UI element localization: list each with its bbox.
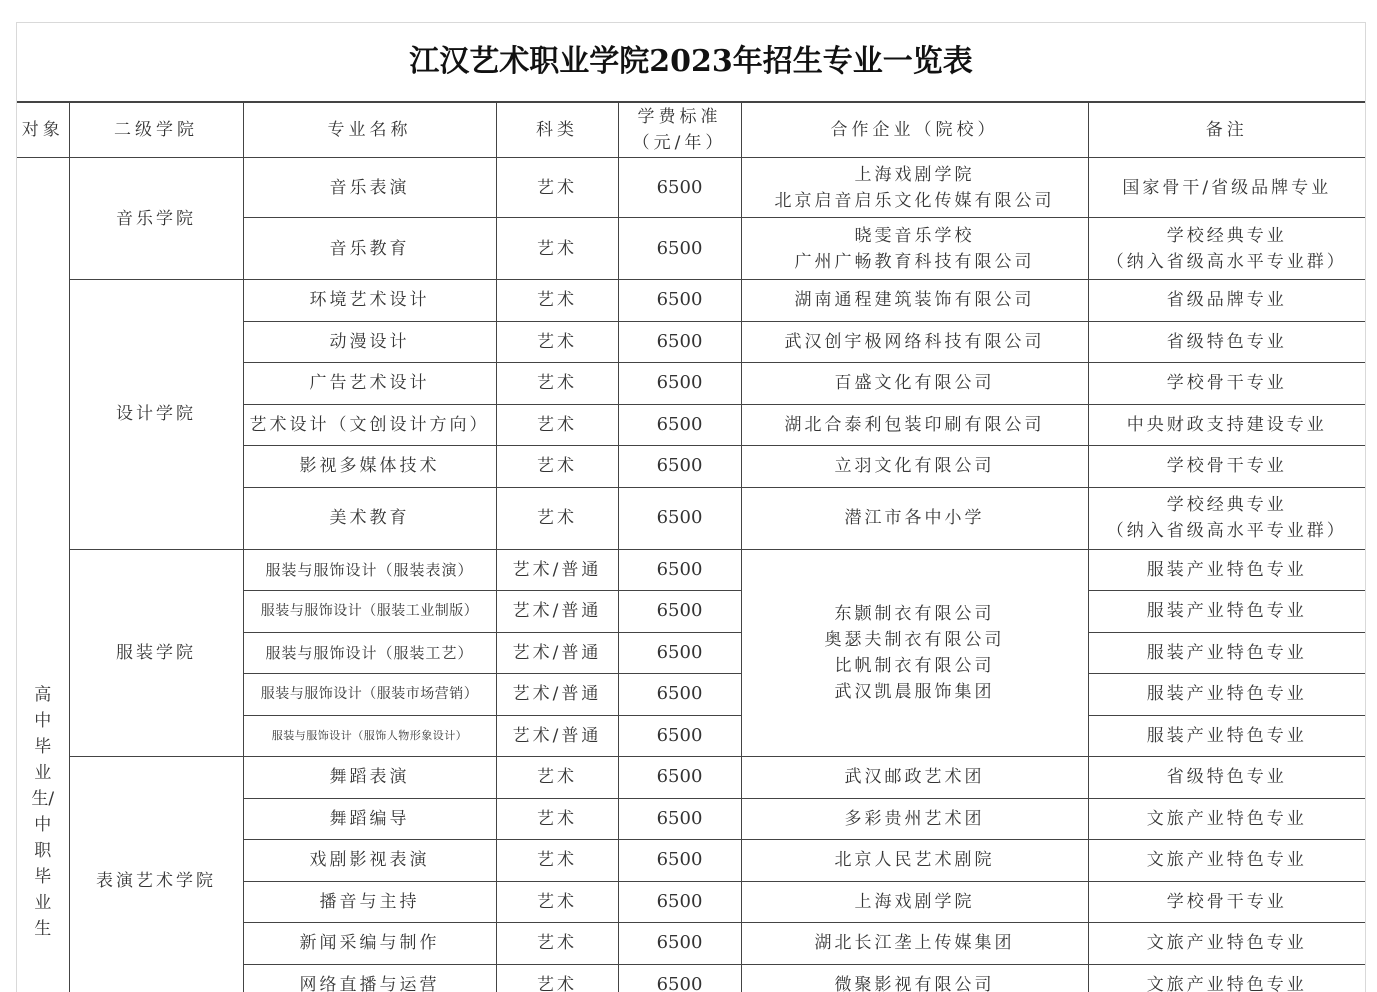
major-name: 戏剧影视表演 [243, 840, 496, 882]
header-college: 二级学院 [69, 103, 243, 158]
remark: 服装产业特色专业 [1088, 632, 1365, 674]
major-name: 环境艺术设计 [243, 280, 496, 322]
fee: 6500 [618, 158, 741, 218]
fee: 6500 [618, 923, 741, 965]
college-performing: 表演艺术学院 [69, 757, 243, 992]
category: 艺术/普通 [496, 715, 618, 757]
target-group-text: 高中毕业生/中职毕业生 [31, 682, 55, 942]
table-row [17, 549, 1365, 591]
major-name: 美术教育 [243, 487, 496, 549]
table-header-row [17, 103, 1365, 158]
partner: 武汉创宇极网络科技有限公司 [741, 321, 1088, 363]
category: 艺术 [496, 923, 618, 965]
document-page [16, 22, 1366, 992]
fee: 6500 [618, 446, 741, 488]
fee: 6500 [618, 632, 741, 674]
partner: 多彩贵州艺术团 [741, 798, 1088, 840]
college-design: 设计学院 [69, 280, 243, 550]
fee: 6500 [618, 549, 741, 591]
partner: 北京人民艺术剧院 [741, 840, 1088, 882]
document-title: 江汉艺术职业学院2023年招生专业一览表 [17, 23, 1365, 102]
remark: 中央财政支持建设专业 [1088, 404, 1365, 446]
fee: 6500 [618, 798, 741, 840]
target-group-cell [17, 158, 69, 992]
remark: 省级品牌专业 [1088, 280, 1365, 322]
remark: 文旅产业特色专业 [1088, 840, 1365, 882]
category: 艺术/普通 [496, 549, 618, 591]
remark: 省级特色专业 [1088, 757, 1365, 799]
category: 艺术 [496, 757, 618, 799]
fee: 6500 [618, 840, 741, 882]
category: 艺术 [496, 881, 618, 923]
header-remark: 备注 [1088, 103, 1365, 158]
remark: 文旅产业特色专业 [1088, 798, 1365, 840]
fee: 6500 [618, 363, 741, 405]
category: 艺术 [496, 321, 618, 363]
header-target: 对象 [17, 103, 69, 158]
category: 艺术 [496, 840, 618, 882]
major-name: 服装与服饰设计（服装工艺） [243, 632, 496, 674]
header-category: 科类 [496, 103, 618, 158]
major-name: 服装与服饰设计（服装表演） [243, 549, 496, 591]
fee: 6500 [618, 881, 741, 923]
remark: 学校经典专业 （纳入省级高水平专业群） [1088, 487, 1365, 549]
college-music: 音乐学院 [69, 158, 243, 280]
partner: 上海戏剧学院 北京启音启乐文化传媒有限公司 [741, 158, 1088, 218]
category: 艺术 [496, 363, 618, 405]
header-major: 专业名称 [243, 103, 496, 158]
fee: 6500 [618, 757, 741, 799]
header-partner: 合作企业（院校） [741, 103, 1088, 158]
major-name: 新闻采编与制作 [243, 923, 496, 965]
remark: 服装产业特色专业 [1088, 591, 1365, 633]
fee: 6500 [618, 218, 741, 280]
category: 艺术 [496, 404, 618, 446]
major-name: 服装与服饰设计（服装市场营销） [243, 674, 496, 716]
partner: 潜江市各中小学 [741, 487, 1088, 549]
major-name: 广告艺术设计 [243, 363, 496, 405]
category: 艺术 [496, 487, 618, 549]
category: 艺术 [496, 218, 618, 280]
fashion-partners: 东颢制衣有限公司 奥瑟夫制衣有限公司 比帆制衣有限公司 武汉凯晨服饰集团 [741, 549, 1088, 757]
major-name: 艺术设计（文创设计方向） [243, 404, 496, 446]
category: 艺术 [496, 964, 618, 992]
remark: 文旅产业特色专业 [1088, 964, 1365, 992]
college-fashion: 服装学院 [69, 549, 243, 757]
remark: 学校骨干专业 [1088, 363, 1365, 405]
fee: 6500 [618, 674, 741, 716]
partner: 湖北合泰利包装印刷有限公司 [741, 404, 1088, 446]
partner: 微聚影视有限公司 [741, 964, 1088, 992]
fee: 6500 [618, 487, 741, 549]
table-row [17, 280, 1365, 322]
remark: 省级特色专业 [1088, 321, 1365, 363]
table-row [17, 757, 1365, 799]
remark: 国家骨干/省级品牌专业 [1088, 158, 1365, 218]
fee: 6500 [618, 280, 741, 322]
major-name: 服装与服饰设计（服饰人物形象设计） [243, 715, 496, 757]
major-name: 播音与主持 [243, 881, 496, 923]
remark: 文旅产业特色专业 [1088, 923, 1365, 965]
remark: 服装产业特色专业 [1088, 674, 1365, 716]
partner: 晓雯音乐学校 广州广畅教育科技有限公司 [741, 218, 1088, 280]
category: 艺术/普通 [496, 591, 618, 633]
category: 艺术 [496, 158, 618, 218]
fee: 6500 [618, 964, 741, 992]
major-name: 舞蹈表演 [243, 757, 496, 799]
category: 艺术 [496, 446, 618, 488]
major-name: 音乐教育 [243, 218, 496, 280]
category: 艺术 [496, 280, 618, 322]
category: 艺术/普通 [496, 674, 618, 716]
major-name: 音乐表演 [243, 158, 496, 218]
remark: 学校骨干专业 [1088, 446, 1365, 488]
partner: 湖北长江垄上传媒集团 [741, 923, 1088, 965]
partner: 武汉邮政艺术团 [741, 757, 1088, 799]
major-name: 网络直播与运营 [243, 964, 496, 992]
fee: 6500 [618, 404, 741, 446]
remark: 学校骨干专业 [1088, 881, 1365, 923]
partner: 湖南通程建筑装饰有限公司 [741, 280, 1088, 322]
fee: 6500 [618, 321, 741, 363]
partner: 立羽文化有限公司 [741, 446, 1088, 488]
major-name: 动漫设计 [243, 321, 496, 363]
partner: 上海戏剧学院 [741, 881, 1088, 923]
major-name: 舞蹈编导 [243, 798, 496, 840]
fee: 6500 [618, 715, 741, 757]
remark: 学校经典专业 （纳入省级高水平专业群） [1088, 218, 1365, 280]
major-name: 影视多媒体技术 [243, 446, 496, 488]
major-name: 服装与服饰设计（服装工业制版） [243, 591, 496, 633]
header-fee: 学费标准 （元/年） [618, 103, 741, 158]
major-table [17, 102, 1365, 992]
remark: 服装产业特色专业 [1088, 549, 1365, 591]
category: 艺术/普通 [496, 632, 618, 674]
partner: 百盛文化有限公司 [741, 363, 1088, 405]
table-row [17, 158, 1365, 218]
category: 艺术 [496, 798, 618, 840]
fee: 6500 [618, 591, 741, 633]
remark: 服装产业特色专业 [1088, 715, 1365, 757]
